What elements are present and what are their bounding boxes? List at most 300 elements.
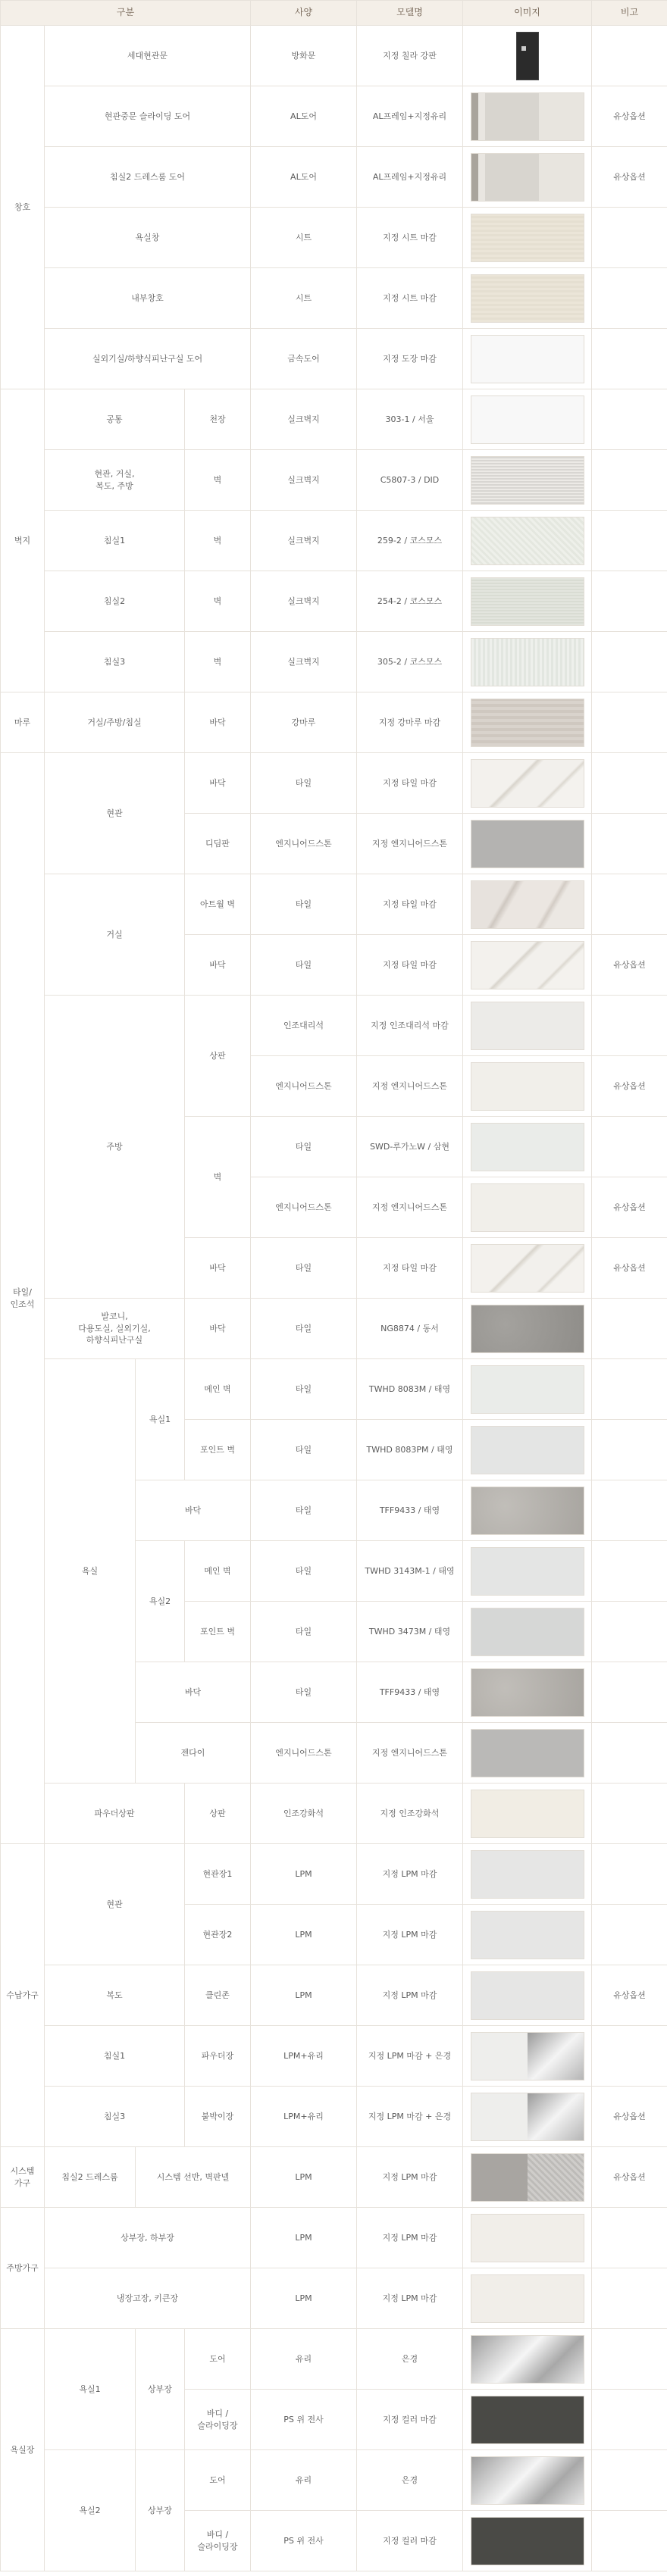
note-cell bbox=[592, 1420, 667, 1480]
image-cell bbox=[463, 1723, 592, 1784]
model-cell: 지정 타일 마감 bbox=[357, 1238, 463, 1299]
swatch-image bbox=[516, 32, 539, 80]
item-label: 내부창호 bbox=[45, 268, 251, 329]
item-label: 침실2 드레스룸 bbox=[45, 2147, 136, 2208]
model-cell: SWD-루가노W / 삼현 bbox=[357, 1117, 463, 1177]
image-cell bbox=[463, 1541, 592, 1602]
spec-cell: 인조강화석 bbox=[251, 1784, 357, 1844]
header-image: 이미지 bbox=[463, 1, 592, 26]
spec-cell: 인조대리석 bbox=[251, 996, 357, 1056]
location-cell: 천장 bbox=[185, 389, 251, 450]
note-cell: 유상옵션 bbox=[592, 1965, 667, 2026]
item-label: 현관 bbox=[45, 753, 185, 874]
location-cell: 디딤판 bbox=[185, 814, 251, 874]
note-cell bbox=[592, 511, 667, 571]
location-cell: 상판 bbox=[185, 996, 251, 1117]
image-cell bbox=[463, 1602, 592, 1662]
model-cell: 지정 칠라 강판 bbox=[357, 26, 463, 86]
swatch-image bbox=[471, 2032, 584, 2080]
table-row bbox=[1, 996, 667, 1056]
note-cell: 유상옵션 bbox=[592, 2147, 667, 2208]
group-label: 벽지 bbox=[1, 389, 45, 692]
image-cell bbox=[463, 1844, 592, 1905]
location-cell: 상판 bbox=[185, 1784, 251, 1844]
image-cell bbox=[463, 632, 592, 692]
swatch-image bbox=[471, 274, 584, 323]
note-cell bbox=[592, 450, 667, 511]
swatch-image bbox=[471, 1123, 584, 1171]
table-row bbox=[1, 1299, 667, 1359]
swatch-image bbox=[471, 2153, 584, 2202]
spec-cell: 방화문 bbox=[251, 26, 357, 86]
spec-cell: 시트 bbox=[251, 208, 357, 268]
table-row bbox=[1, 208, 667, 268]
note-cell bbox=[592, 1359, 667, 1420]
image-cell bbox=[463, 571, 592, 632]
spec-cell: AL도어 bbox=[251, 86, 357, 147]
swatch-image bbox=[471, 1183, 584, 1232]
model-cell: 지정 타일 마감 bbox=[357, 753, 463, 814]
note-cell bbox=[592, 329, 667, 389]
note-cell bbox=[592, 1905, 667, 1965]
spec-cell: 타일 bbox=[251, 874, 357, 935]
group-label: 창호 bbox=[1, 26, 45, 389]
spec-cell: 타일 bbox=[251, 1662, 357, 1723]
item-label: 욕실창 bbox=[45, 208, 251, 268]
image-cell bbox=[463, 389, 592, 450]
image-cell bbox=[463, 753, 592, 814]
table-row bbox=[1, 2450, 667, 2511]
image-cell bbox=[463, 2268, 592, 2329]
location-cell: 벽 bbox=[185, 571, 251, 632]
location-cell: 바닥 bbox=[185, 692, 251, 753]
group-label: 마루 bbox=[1, 692, 45, 753]
swatch-image bbox=[471, 517, 584, 565]
spec-cell: 타일 bbox=[251, 1480, 357, 1541]
model-cell: 지정 시트 마감 bbox=[357, 208, 463, 268]
item-label: 주방 bbox=[45, 996, 185, 1299]
swatch-image bbox=[471, 1911, 584, 1959]
item-label: 현관, 거실, 복도, 주방 bbox=[45, 450, 185, 511]
spec-cell: 타일 bbox=[251, 1541, 357, 1602]
model-cell: 지정 LPM 마감 bbox=[357, 2268, 463, 2329]
image-cell bbox=[463, 1662, 592, 1723]
swatch-image bbox=[471, 759, 584, 808]
image-cell bbox=[463, 1480, 592, 1541]
spec-cell: LPM+유리 bbox=[251, 2087, 357, 2147]
swatch-image bbox=[471, 2214, 584, 2262]
spec-cell: 타일 bbox=[251, 1359, 357, 1420]
swatch-image bbox=[471, 456, 584, 505]
spec-cell: 엔지니어드스톤 bbox=[251, 1723, 357, 1784]
swatch-image bbox=[471, 1426, 584, 1474]
table-row bbox=[1, 2329, 667, 2390]
spec-cell: 타일 bbox=[251, 1602, 357, 1662]
item-label: 파우더상판 bbox=[45, 1784, 185, 1844]
model-cell: 지정 도장 마감 bbox=[357, 329, 463, 389]
sub-location-cell: 욕실2 bbox=[136, 1541, 185, 1662]
model-cell: 지정 LPM 마감 bbox=[357, 1905, 463, 1965]
location-cell: 바디 / 슬라이딩장 bbox=[185, 2390, 251, 2450]
note-cell: 유상옵션 bbox=[592, 935, 667, 996]
note-cell: 유상옵션 bbox=[592, 86, 667, 147]
image-cell bbox=[463, 692, 592, 753]
model-cell: 지정 컬러 마감 bbox=[357, 2390, 463, 2450]
image-cell bbox=[463, 1299, 592, 1359]
model-cell: 지정 엔지니어드스톤 bbox=[357, 1723, 463, 1784]
image-cell bbox=[463, 450, 592, 511]
note-cell bbox=[592, 1844, 667, 1905]
spec-cell: LPM bbox=[251, 2268, 357, 2329]
location-cell: 현관장2 bbox=[185, 1905, 251, 1965]
swatch-image bbox=[471, 1729, 584, 1777]
image-cell bbox=[463, 2329, 592, 2390]
header-spec: 사양 bbox=[251, 1, 357, 26]
model-cell: TWHD 8083M / 태영 bbox=[357, 1359, 463, 1420]
model-cell: 지정 LPM 마감 bbox=[357, 1965, 463, 2026]
note-cell: 유상옵션 bbox=[592, 2087, 667, 2147]
spec-cell: 타일 bbox=[251, 1420, 357, 1480]
swatch-image bbox=[471, 2093, 584, 2141]
spec-cell: AL도어 bbox=[251, 147, 357, 208]
item-label: 거실 bbox=[45, 874, 185, 996]
image-cell bbox=[463, 2026, 592, 2087]
location-cell: 바닥 bbox=[185, 1238, 251, 1299]
image-cell bbox=[463, 2087, 592, 2147]
table-row bbox=[1, 2208, 667, 2268]
model-cell: C5807-3 / DID bbox=[357, 450, 463, 511]
spec-cell: PS 위 전사 bbox=[251, 2511, 357, 2571]
spec-cell: PS 위 전사 bbox=[251, 2390, 357, 2450]
swatch-image bbox=[471, 1971, 584, 2020]
table-row bbox=[1, 329, 667, 389]
swatch-image bbox=[471, 92, 584, 141]
swatch-image bbox=[471, 577, 584, 626]
model-cell: 303-1 / 서울 bbox=[357, 389, 463, 450]
note-cell bbox=[592, 1662, 667, 1723]
image-cell bbox=[463, 147, 592, 208]
item-label: 실외기실/하향식피난구실 도어 bbox=[45, 329, 251, 389]
spec-cell: 타일 bbox=[251, 1238, 357, 1299]
model-cell: 지정 인조강화석 bbox=[357, 1784, 463, 1844]
swatch-image bbox=[471, 1850, 584, 1899]
sub-location-cell: 욕실1 bbox=[136, 1359, 185, 1480]
table-row bbox=[1, 2026, 667, 2087]
location-cell: 포인트 벽 bbox=[185, 1420, 251, 1480]
image-cell bbox=[463, 1784, 592, 1844]
table-row bbox=[1, 874, 667, 935]
spec-cell: 타일 bbox=[251, 1299, 357, 1359]
model-cell: 지정 강마루 마감 bbox=[357, 692, 463, 753]
swatch-image bbox=[471, 1668, 584, 1717]
item-label: 현관중문 슬라이딩 도어 bbox=[45, 86, 251, 147]
spec-cell: 금속도어 bbox=[251, 329, 357, 389]
swatch-image bbox=[471, 638, 584, 686]
swatch-image bbox=[471, 1547, 584, 1596]
model-cell: 지정 LPM 마감 bbox=[357, 2208, 463, 2268]
swatch-image bbox=[471, 1790, 584, 1838]
note-cell bbox=[592, 1784, 667, 1844]
sub-location-cell: 상부장 bbox=[136, 2450, 185, 2571]
location-cell: 벽 bbox=[185, 450, 251, 511]
location-cell: 현관장1 bbox=[185, 1844, 251, 1905]
model-cell: NG8874 / 동서 bbox=[357, 1299, 463, 1359]
model-cell: 지정 컬러 마감 bbox=[357, 2511, 463, 2571]
spec-cell: LPM bbox=[251, 2208, 357, 2268]
note-cell: 유상옵션 bbox=[592, 1238, 667, 1299]
table-row bbox=[1, 1784, 667, 1844]
item-label: 냉장고장, 키큰장 bbox=[45, 2268, 251, 2329]
note-cell bbox=[592, 1480, 667, 1541]
spec-cell: 유리 bbox=[251, 2329, 357, 2390]
table-row bbox=[1, 2087, 667, 2147]
spec-cell: LPM bbox=[251, 1844, 357, 1905]
image-cell bbox=[463, 935, 592, 996]
item-label: 세대현관문 bbox=[45, 26, 251, 86]
table-row bbox=[1, 1965, 667, 2026]
item-label: 침실1 bbox=[45, 511, 185, 571]
note-cell: 유상옵션 bbox=[592, 147, 667, 208]
image-cell bbox=[463, 1359, 592, 1420]
location-cell: 포인트 벽 bbox=[185, 1602, 251, 1662]
model-cell: 은경 bbox=[357, 2450, 463, 2511]
spec-cell: 시트 bbox=[251, 268, 357, 329]
model-cell: TFF9433 / 태영 bbox=[357, 1480, 463, 1541]
location-cell: 도어 bbox=[185, 2450, 251, 2511]
swatch-image bbox=[471, 335, 584, 383]
location-cell: 벽 bbox=[185, 511, 251, 571]
spec-cell: 실크벽지 bbox=[251, 389, 357, 450]
model-cell: 지정 LPM 마감 + 은경 bbox=[357, 2087, 463, 2147]
image-cell bbox=[463, 1965, 592, 2026]
location-cell: 벽 bbox=[185, 632, 251, 692]
spec-cell: 유리 bbox=[251, 2450, 357, 2511]
swatch-image bbox=[471, 2335, 584, 2384]
swatch-image bbox=[471, 820, 584, 868]
swatch-image bbox=[471, 1062, 584, 1111]
note-cell bbox=[592, 1299, 667, 1359]
spec-cell: 강마루 bbox=[251, 692, 357, 753]
table-row bbox=[1, 26, 667, 86]
location-cell: 메인 벽 bbox=[185, 1359, 251, 1420]
item-label: 욕실 bbox=[45, 1359, 136, 1784]
location-cell: 바디 / 슬라이딩장 bbox=[185, 2511, 251, 2571]
swatch-image bbox=[471, 2274, 584, 2323]
item-label: 복도 bbox=[45, 1965, 185, 2026]
image-cell bbox=[463, 1420, 592, 1480]
note-cell bbox=[592, 1541, 667, 1602]
model-cell: TFF9433 / 태영 bbox=[357, 1662, 463, 1723]
item-label: 침실3 bbox=[45, 2087, 185, 2147]
image-cell bbox=[463, 996, 592, 1056]
table-row bbox=[1, 147, 667, 208]
item-label: 상부장, 하부장 bbox=[45, 2208, 251, 2268]
note-cell bbox=[592, 1117, 667, 1177]
image-cell bbox=[463, 2511, 592, 2571]
model-cell: 지정 타일 마감 bbox=[357, 935, 463, 996]
note-cell bbox=[592, 753, 667, 814]
spec-cell: 실크벽지 bbox=[251, 511, 357, 571]
image-cell bbox=[463, 86, 592, 147]
image-cell bbox=[463, 511, 592, 571]
swatch-image bbox=[471, 2396, 584, 2444]
spec-cell: LPM bbox=[251, 2147, 357, 2208]
swatch-image bbox=[471, 1305, 584, 1353]
spec-cell: 엔지니어드스톤 bbox=[251, 1177, 357, 1238]
image-cell bbox=[463, 874, 592, 935]
group-label: 시스템 가구 bbox=[1, 2147, 45, 2208]
location-cell: 시스템 선반, 벽판넬 bbox=[136, 2147, 251, 2208]
model-cell: AL프레임+지정유리 bbox=[357, 86, 463, 147]
spec-cell: 타일 bbox=[251, 935, 357, 996]
model-cell: 259-2 / 코스모스 bbox=[357, 511, 463, 571]
note-cell: 유상옵션 bbox=[592, 1177, 667, 1238]
model-cell: 254-2 / 코스모스 bbox=[357, 571, 463, 632]
image-cell bbox=[463, 1117, 592, 1177]
swatch-image bbox=[471, 699, 584, 747]
note-cell bbox=[592, 571, 667, 632]
spec-cell: LPM bbox=[251, 1905, 357, 1965]
swatch-image bbox=[471, 1002, 584, 1050]
note-cell bbox=[592, 692, 667, 753]
spec-cell: 엔지니어드스톤 bbox=[251, 814, 357, 874]
header-note: 비고 bbox=[592, 1, 667, 26]
note-cell bbox=[592, 2026, 667, 2087]
image-cell bbox=[463, 1905, 592, 1965]
note-cell bbox=[592, 632, 667, 692]
table-row bbox=[1, 2147, 667, 2208]
swatch-image bbox=[471, 941, 584, 989]
spec-cell: 실크벽지 bbox=[251, 450, 357, 511]
table-row bbox=[1, 450, 667, 511]
image-cell bbox=[463, 268, 592, 329]
table-row bbox=[1, 268, 667, 329]
sub-location-cell: 상부장 bbox=[136, 2329, 185, 2450]
swatch-image bbox=[471, 1608, 584, 1656]
item-label: 침실3 bbox=[45, 632, 185, 692]
item-label: 침실1 bbox=[45, 2026, 185, 2087]
spec-cell: 실크벽지 bbox=[251, 571, 357, 632]
note-cell bbox=[592, 2268, 667, 2329]
location-cell: 바닥 bbox=[185, 1299, 251, 1359]
location-cell: 아트월 벽 bbox=[185, 874, 251, 935]
header-category: 구분 bbox=[1, 1, 251, 26]
image-cell bbox=[463, 1238, 592, 1299]
spec-cell: LPM bbox=[251, 1965, 357, 2026]
model-cell: 지정 LPM 마감 + 은경 bbox=[357, 2026, 463, 2087]
item-label: 발코니, 다용도실, 실외기실, 하향식피난구실 bbox=[45, 1299, 185, 1359]
model-cell: AL프레임+지정유리 bbox=[357, 147, 463, 208]
image-cell bbox=[463, 1177, 592, 1238]
model-cell: 305-2 / 코스모스 bbox=[357, 632, 463, 692]
spec-cell: 엔지니어드스톤 bbox=[251, 1056, 357, 1117]
image-cell bbox=[463, 1056, 592, 1117]
image-cell bbox=[463, 208, 592, 268]
swatch-image bbox=[471, 2517, 584, 2565]
note-cell bbox=[592, 2390, 667, 2450]
model-cell: 지정 시트 마감 bbox=[357, 268, 463, 329]
location-cell: 파우더장 bbox=[185, 2026, 251, 2087]
note-cell: 유상옵션 bbox=[592, 1056, 667, 1117]
spec-cell: 실크벽지 bbox=[251, 632, 357, 692]
note-cell bbox=[592, 996, 667, 1056]
model-cell: TWHD 8083PM / 태영 bbox=[357, 1420, 463, 1480]
note-cell bbox=[592, 26, 667, 86]
table-row bbox=[1, 692, 667, 753]
model-cell: 지정 타일 마감 bbox=[357, 874, 463, 935]
swatch-image bbox=[471, 1244, 584, 1293]
group-label: 수납가구 bbox=[1, 1844, 45, 2147]
item-label: 욕실1 bbox=[45, 2329, 136, 2450]
note-cell bbox=[592, 1602, 667, 1662]
location-cell: 바닥 bbox=[136, 1662, 251, 1723]
note-cell bbox=[592, 2329, 667, 2390]
location-cell: 붙박이장 bbox=[185, 2087, 251, 2147]
model-cell: 지정 엔지니어드스톤 bbox=[357, 1056, 463, 1117]
swatch-image bbox=[471, 2456, 584, 2505]
model-cell: 지정 인조대리석 마감 bbox=[357, 996, 463, 1056]
spec-cell: 타일 bbox=[251, 753, 357, 814]
swatch-image bbox=[471, 153, 584, 202]
note-cell bbox=[592, 2450, 667, 2511]
image-cell bbox=[463, 814, 592, 874]
spec-cell: 타일 bbox=[251, 1117, 357, 1177]
item-label: 현관 bbox=[45, 1844, 185, 1965]
image-cell bbox=[463, 2147, 592, 2208]
table-row bbox=[1, 2268, 667, 2329]
table-row bbox=[1, 86, 667, 147]
swatch-image bbox=[471, 1487, 584, 1535]
item-label: 거실/주방/침실 bbox=[45, 692, 185, 753]
item-label: 욕실2 bbox=[45, 2450, 136, 2571]
image-cell bbox=[463, 2390, 592, 2450]
model-cell: 지정 LPM 마감 bbox=[357, 1844, 463, 1905]
item-label: 침실2 드레스룸 도어 bbox=[45, 147, 251, 208]
location-cell: 젠다이 bbox=[136, 1723, 251, 1784]
swatch-image bbox=[471, 880, 584, 929]
image-cell bbox=[463, 26, 592, 86]
location-cell: 클린존 bbox=[185, 1965, 251, 2026]
model-cell: TWHD 3473M / 태영 bbox=[357, 1602, 463, 1662]
note-cell bbox=[592, 268, 667, 329]
note-cell bbox=[592, 389, 667, 450]
model-cell: 은경 bbox=[357, 2329, 463, 2390]
table-row bbox=[1, 1359, 667, 1420]
table-row bbox=[1, 753, 667, 814]
note-cell bbox=[592, 208, 667, 268]
note-cell bbox=[592, 874, 667, 935]
model-cell: TWHD 3143M-1 / 태영 bbox=[357, 1541, 463, 1602]
model-cell: 지정 엔지니어드스톤 bbox=[357, 1177, 463, 1238]
table-row bbox=[1, 511, 667, 571]
table-row bbox=[1, 1844, 667, 1905]
note-cell bbox=[592, 2511, 667, 2571]
swatch-image bbox=[471, 395, 584, 444]
location-cell: 바닥 bbox=[185, 753, 251, 814]
location-cell: 바닥 bbox=[185, 935, 251, 996]
header-model: 모델명 bbox=[357, 1, 463, 26]
group-label: 타일/ 인조석 bbox=[1, 753, 45, 1844]
location-cell: 벽 bbox=[185, 1117, 251, 1238]
table-row bbox=[1, 389, 667, 450]
note-cell bbox=[592, 814, 667, 874]
model-cell: 지정 LPM 마감 bbox=[357, 2147, 463, 2208]
location-cell: 도어 bbox=[185, 2329, 251, 2390]
image-cell bbox=[463, 2450, 592, 2511]
item-label: 공통 bbox=[45, 389, 185, 450]
note-cell bbox=[592, 2208, 667, 2268]
image-cell bbox=[463, 329, 592, 389]
